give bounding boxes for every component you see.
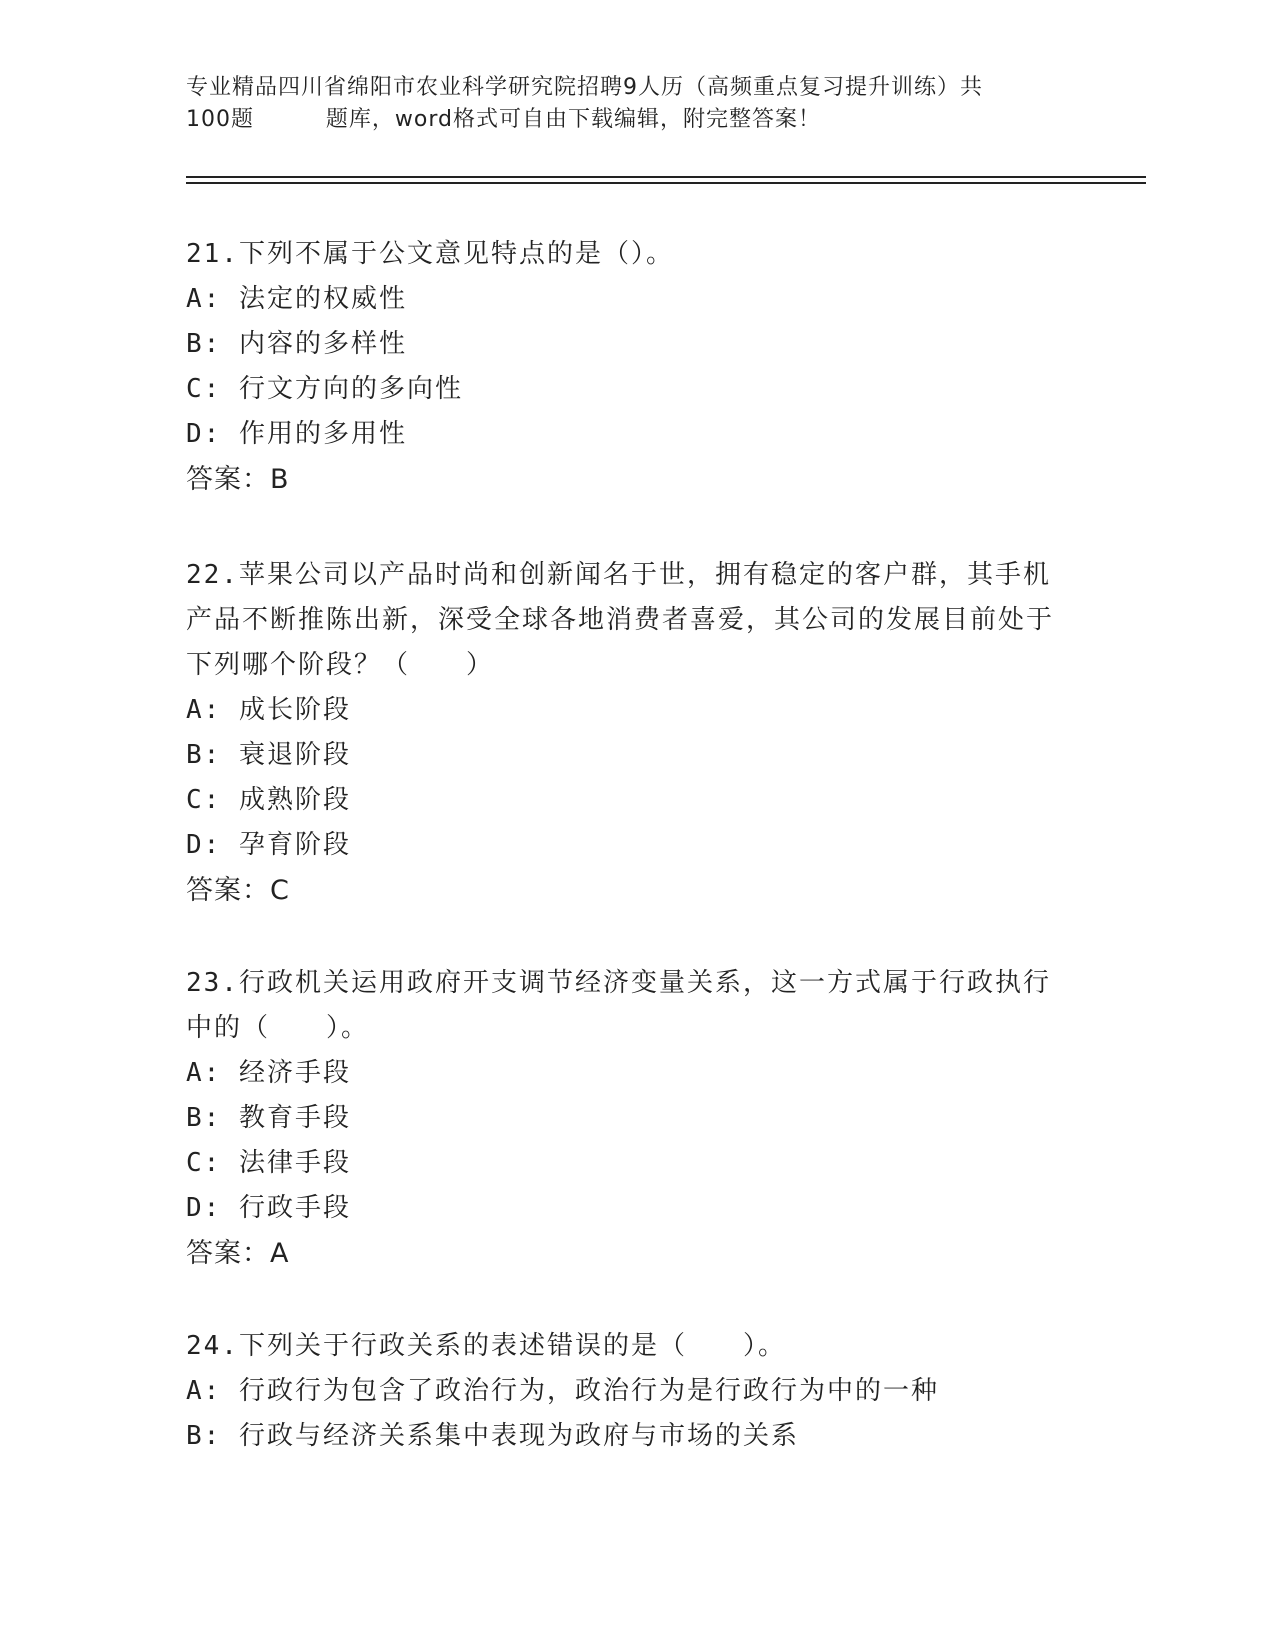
header-divider-bottom xyxy=(186,182,1146,184)
option-c: C: 法律手段 xyxy=(186,1148,351,1178)
header-line-1: 专业精品四川省绵阳市农业科学研究院招聘9人历（高频重点复习提升训练）共 xyxy=(186,75,983,100)
question-stem: 23.行政机关运用政府开支调节经济变量关系，这一方式属于行政执行中的（ ）。 xyxy=(186,968,1051,1043)
option-a: A: 经济手段 xyxy=(186,1058,351,1088)
option-c: C: 成熟阶段 xyxy=(186,785,351,815)
header-line-2: 100题 题库，word格式可自由下载编辑，附完整答案！ xyxy=(186,107,822,132)
question-21 xyxy=(186,232,1086,502)
option-b: B: 行政与经济关系集中表现为政府与市场的关系 xyxy=(186,1421,799,1451)
answer: 答案：B xyxy=(186,464,290,495)
question-stem: 24.下列关于行政关系的表述错误的是（ ）。 xyxy=(186,1331,786,1361)
option-d: D: 行政手段 xyxy=(186,1193,351,1223)
option-b: B: 教育手段 xyxy=(186,1103,351,1133)
question-22 xyxy=(186,553,1086,913)
answer: 答案：C xyxy=(186,875,290,906)
option-b: B: 内容的多样性 xyxy=(186,329,407,359)
option-b: B: 衰退阶段 xyxy=(186,740,351,770)
document-header xyxy=(186,72,1066,136)
option-a: A: 成长阶段 xyxy=(186,695,351,725)
answer: 答案：A xyxy=(186,1238,290,1269)
question-23 xyxy=(186,961,1086,1276)
question-24 xyxy=(186,1324,1086,1459)
option-d: D: 作用的多用性 xyxy=(186,419,407,449)
option-c: C: 行文方向的多向性 xyxy=(186,374,463,404)
question-stem: 22.苹果公司以产品时尚和创新闻名于世，拥有稳定的客户群，其手机产品不断推陈出新，深受全球各地消费者喜爱，其公司的发展目前处于下列哪个阶段？（ ） xyxy=(186,560,1055,680)
option-a: A: 行政行为包含了政治行为，政治行为是行政行为中的一种 xyxy=(186,1376,939,1406)
option-a: A: 法定的权威性 xyxy=(186,284,407,314)
header-divider-top xyxy=(186,176,1146,178)
option-d: D: 孕育阶段 xyxy=(186,830,351,860)
question-stem: 21.下列不属于公文意见特点的是（）。 xyxy=(186,239,674,269)
